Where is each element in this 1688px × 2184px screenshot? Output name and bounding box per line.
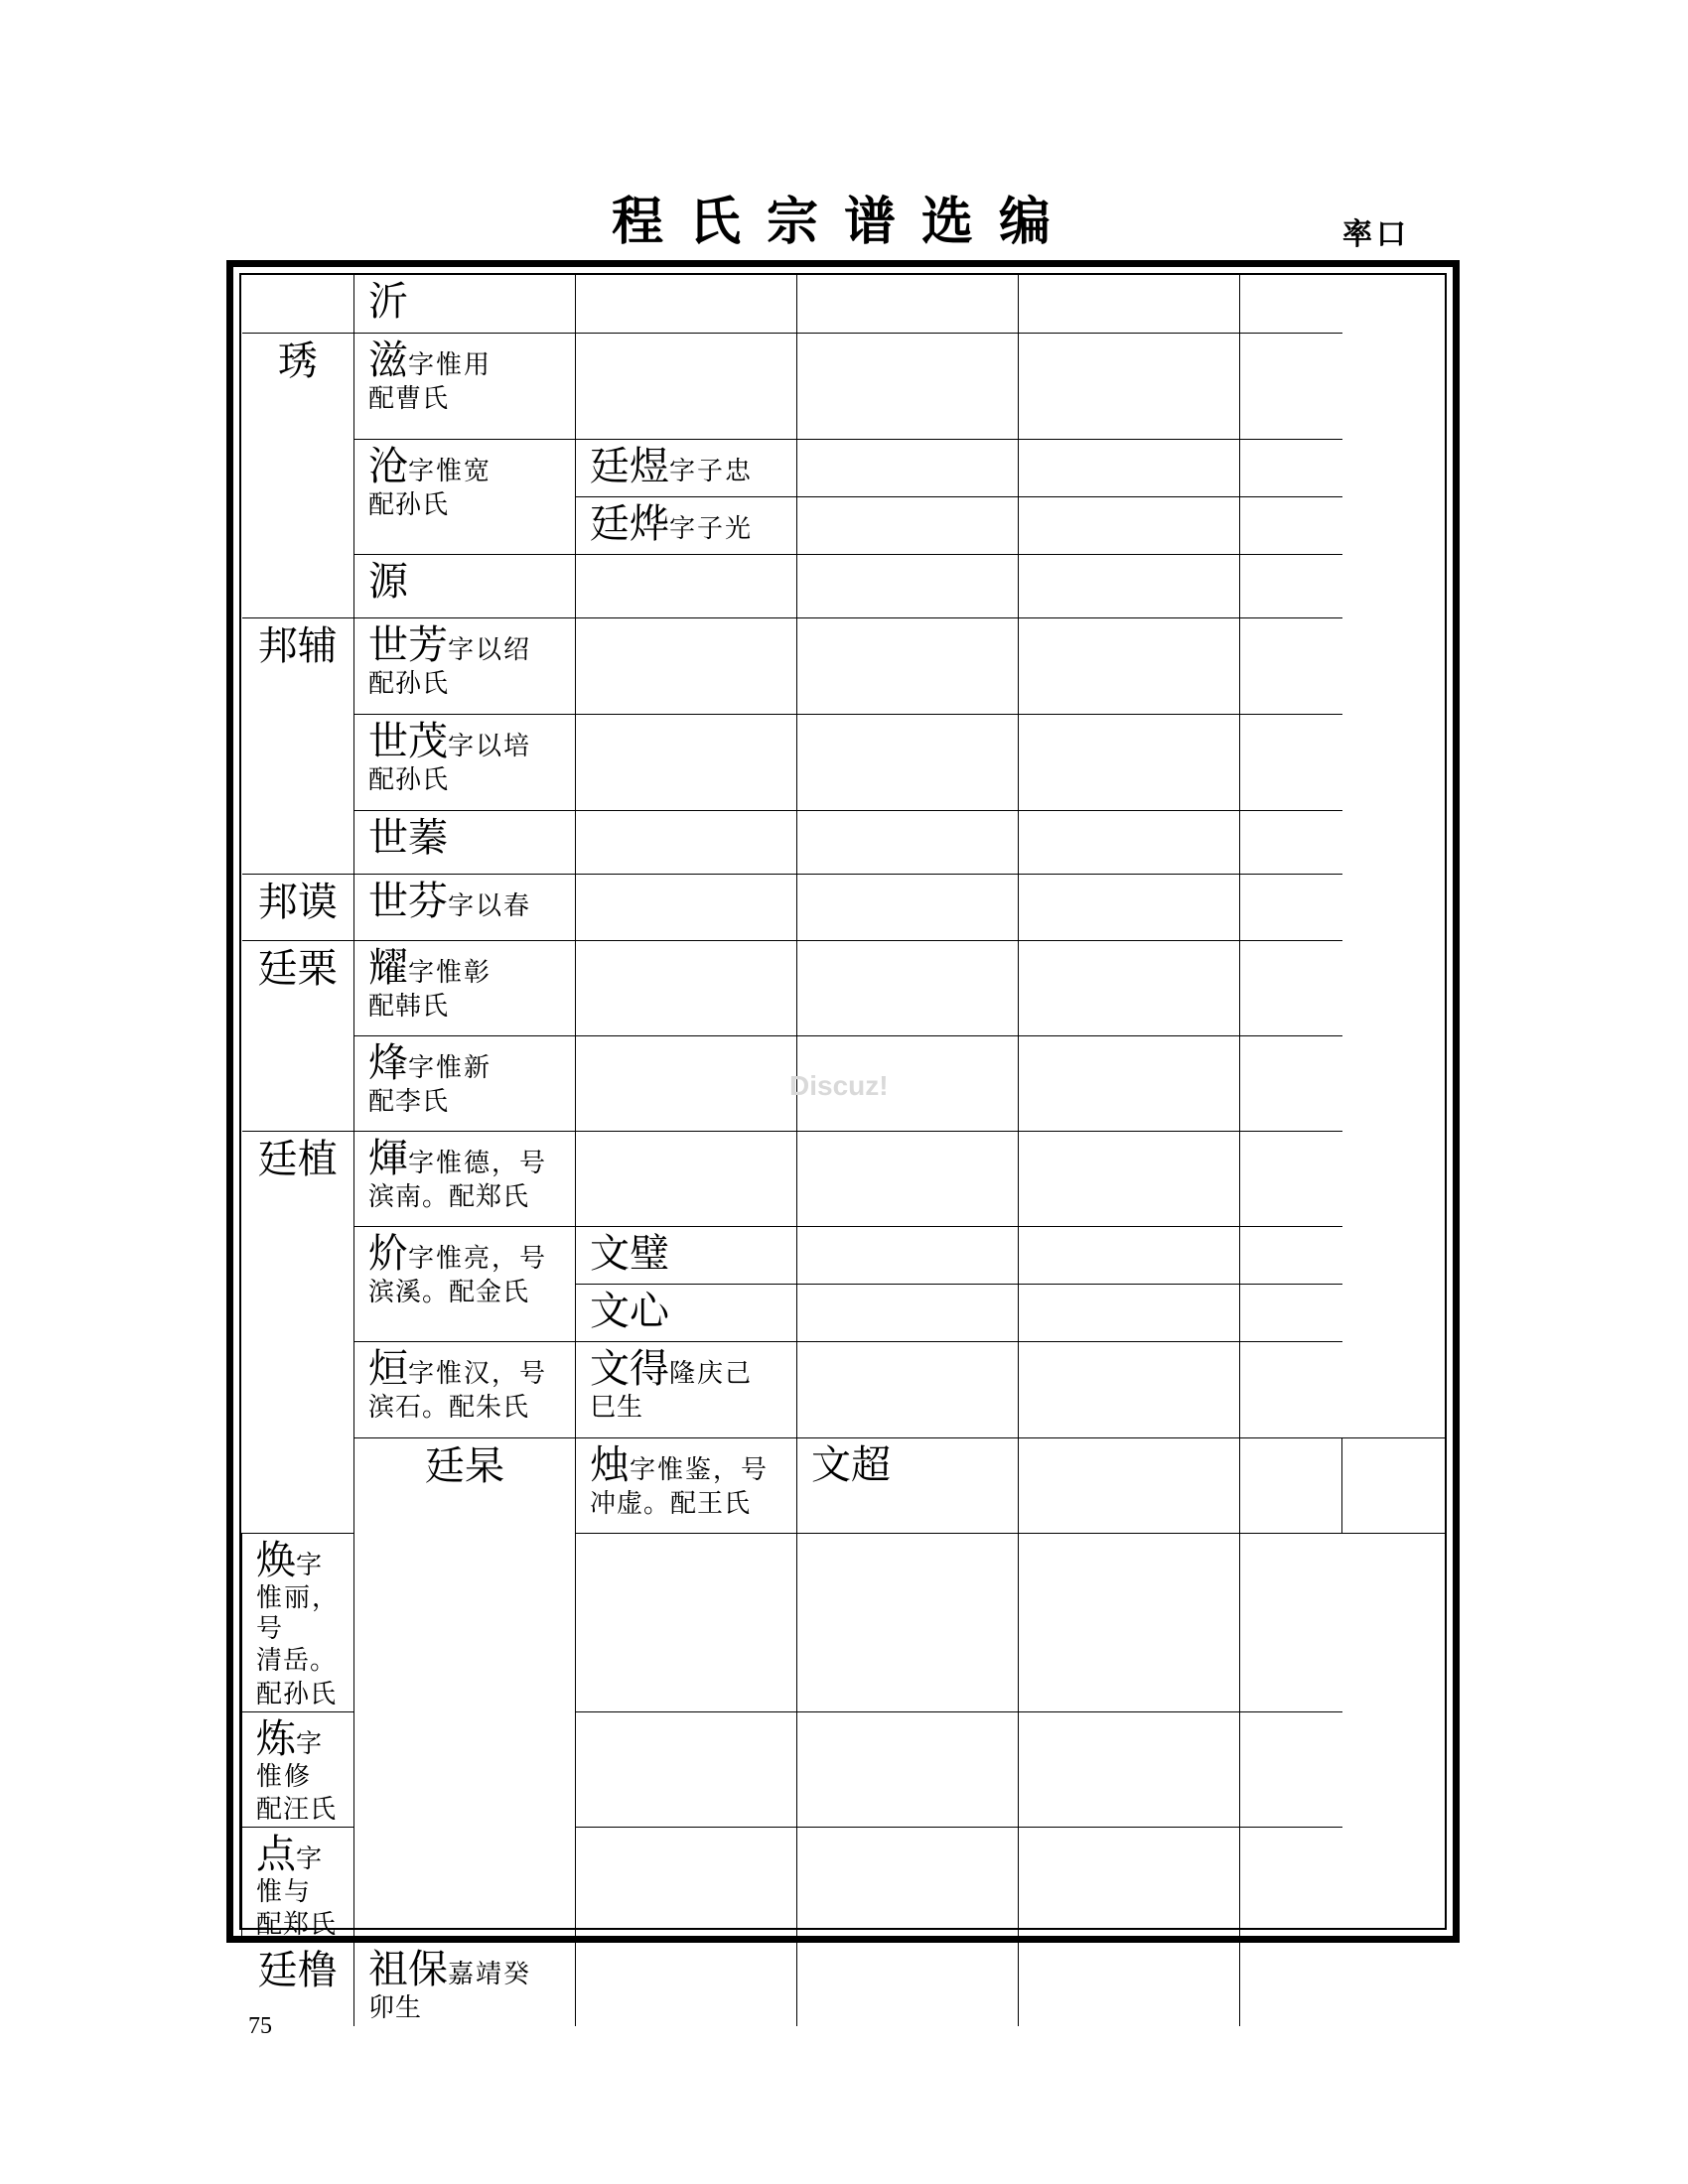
- son-courtesy: 字子忠: [669, 456, 754, 486]
- person-name: 沂: [368, 279, 408, 325]
- person-name: 烜: [368, 1345, 408, 1392]
- person-name: 滋: [368, 337, 408, 383]
- person-name: 世芬: [368, 878, 448, 924]
- person-courtesy: 字惟丽，号: [256, 1550, 341, 1644]
- person-name: 烛: [590, 1441, 630, 1488]
- person-name: 烽: [368, 1039, 408, 1086]
- person-spouse: 配孙氏: [368, 489, 450, 520]
- person-courtesy: 字以绍: [448, 634, 532, 665]
- person-courtesy: 字惟鉴，号: [630, 1454, 770, 1485]
- person-name: 炼: [256, 1716, 296, 1763]
- person-spouse: 配孙氏: [368, 668, 450, 699]
- person-name: 煇: [368, 1135, 408, 1181]
- person-courtesy: 字惟与: [256, 1844, 325, 1908]
- person-name: 世芳: [368, 621, 448, 668]
- person-name: 世茂: [368, 718, 448, 764]
- table-row: [242, 1943, 1446, 2026]
- person-spouse: 配汪氏: [256, 1794, 338, 1825]
- person-spouse: 配李氏: [368, 1086, 450, 1117]
- person-courtesy: 字惟彰: [408, 957, 492, 988]
- father-name: 廷栗: [257, 945, 338, 992]
- table-row: [242, 275, 1446, 333]
- person-spouse: 配孙氏: [368, 764, 450, 795]
- son-name: 文璧: [590, 1230, 669, 1277]
- genealogy-table: [241, 275, 1445, 2026]
- person-courtesy: 字惟用: [408, 349, 492, 380]
- person-name: 点: [256, 1832, 296, 1878]
- table-row: [242, 333, 1446, 439]
- person-name: 沧: [368, 443, 408, 489]
- page-number: 75: [248, 2013, 272, 2039]
- person-courtesy: 字惟宽: [408, 456, 492, 486]
- table-row: [242, 1131, 1446, 1226]
- person-name: 炌: [368, 1230, 408, 1277]
- person-name: 焕: [256, 1537, 296, 1583]
- person-spouse: 滨南。配郑氏: [368, 1181, 530, 1212]
- person-courtesy: 字惟修: [256, 1729, 325, 1793]
- son-name: 文超: [811, 1441, 891, 1488]
- son-birth: 隆庆己: [669, 1358, 754, 1389]
- watermark: Discuz!: [789, 1070, 889, 1101]
- father-name: 邦辅: [257, 622, 338, 669]
- father-name: 廷植: [257, 1136, 338, 1182]
- person-name: 耀: [368, 944, 408, 991]
- person-name: 祖保: [368, 1947, 448, 1993]
- person-spouse: 冲虚。配王氏: [590, 1488, 752, 1519]
- page-title: 程氏宗谱选编: [611, 192, 1076, 252]
- table-row: [242, 874, 1446, 940]
- table-row: [242, 554, 1446, 617]
- son-name: 廷煜: [590, 443, 669, 489]
- table-row: [242, 1226, 1446, 1284]
- son-name: 廷烨: [590, 500, 669, 547]
- table-row: [242, 1437, 1446, 1533]
- page-subtitle: 率口: [1342, 217, 1410, 252]
- son-birth-year: 巳生: [590, 1392, 644, 1423]
- father-name: 邦谟: [257, 879, 338, 925]
- person-spouse: 滨溪。配金氏: [368, 1277, 530, 1307]
- father-name: 廷杲: [425, 1442, 504, 1489]
- table-row: [242, 439, 1446, 496]
- person-spouse: 滨石。配朱氏: [368, 1392, 530, 1423]
- person-spouse: 清岳。配孙氏: [256, 1645, 338, 1709]
- table-row: [242, 714, 1446, 810]
- table-row: [242, 940, 1446, 1035]
- person-courtesy: 字以春: [448, 890, 532, 921]
- son-name: 文得: [590, 1345, 669, 1392]
- person-courtesy: 字以培: [448, 731, 532, 761]
- father-name: 廷橹: [257, 1948, 338, 1994]
- person-spouse: 配曹氏: [368, 383, 450, 414]
- person-spouse: 配郑氏: [256, 1909, 338, 1940]
- son-name: 文心: [590, 1288, 669, 1334]
- person-courtesy: 字惟汉，号: [408, 1358, 548, 1389]
- person-spouse: 配韩氏: [368, 991, 450, 1022]
- table-row: [242, 617, 1446, 714]
- person-birth-year: 卯生: [368, 1993, 423, 2024]
- person-name: 源: [368, 558, 408, 605]
- person-name: 世蓁: [368, 814, 448, 861]
- son-courtesy: 字子光: [669, 513, 754, 544]
- father-name: 琇: [277, 338, 318, 384]
- person-birth: 嘉靖癸: [448, 1960, 532, 1990]
- person-courtesy: 字惟德，号: [408, 1148, 548, 1178]
- person-courtesy: 字惟亮，号: [408, 1243, 548, 1274]
- table-row: [242, 810, 1446, 874]
- table-row: [242, 1341, 1446, 1437]
- person-courtesy: 字惟新: [408, 1052, 492, 1083]
